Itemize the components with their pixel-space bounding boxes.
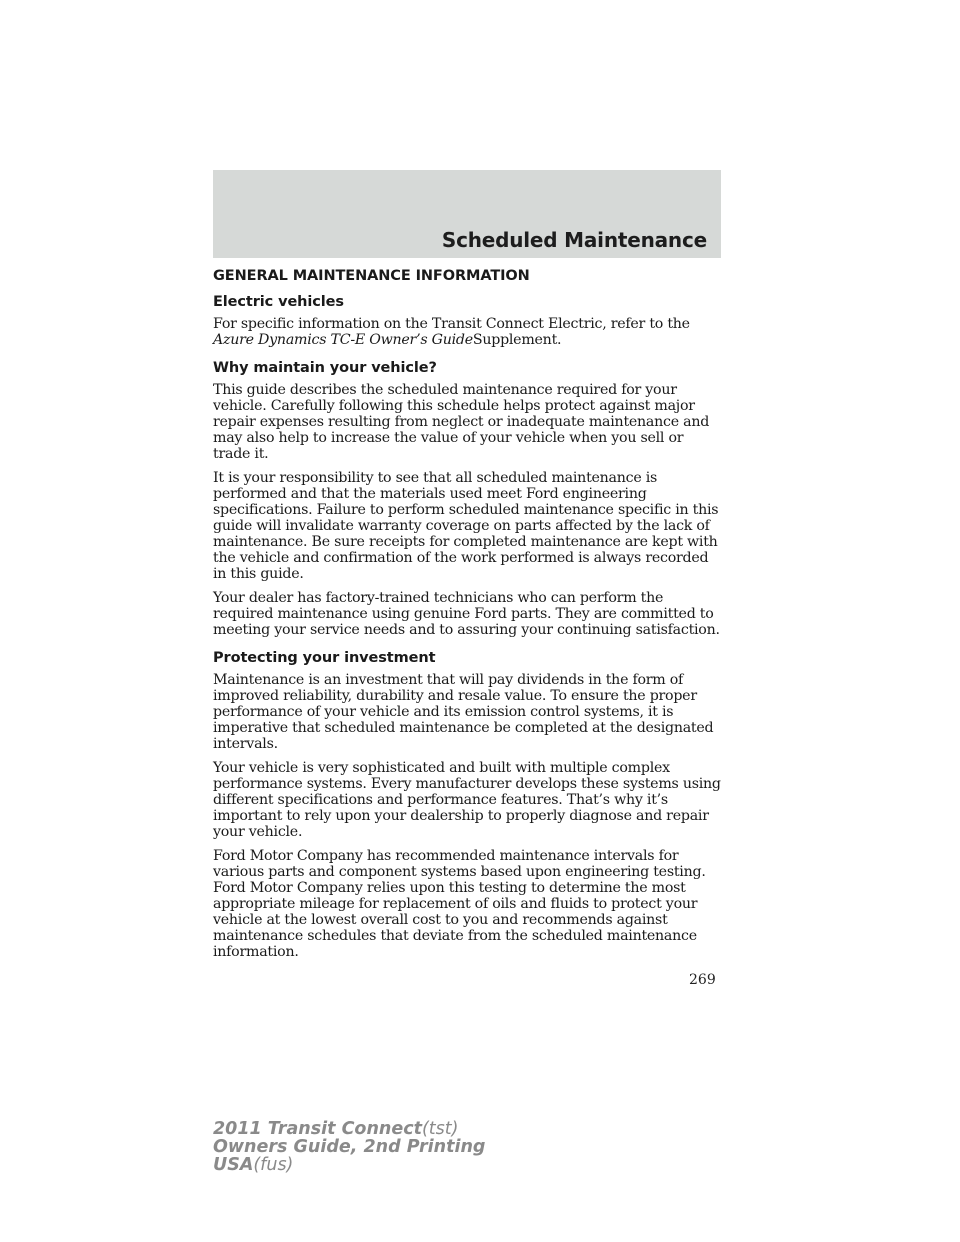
footer-market-code: (fus): [253, 1155, 294, 1175]
electric-text-before: For specific information on the Transit Connect Electric, refer to the: [213, 316, 690, 332]
footer-model: 2011 Transit Connect: [213, 1119, 422, 1139]
page-content: [213, 268, 721, 968]
paragraph: Your vehicle is very sophisticated and built with multiple complex performance systems. Every manufacturer develops these systems using different specifications and performance features. That’s why it’s important to rely upon your dealership to properly diagnose and repair your vehicle.: [213, 760, 721, 840]
paragraph: Your dealer has factory-trained technicians who can perform the required maintenance using genuine Ford parts. They are committed to meeting your service needs and to assuring your continuing satisfaction.: [213, 590, 720, 638]
page-number: 269: [689, 972, 716, 988]
paragraph: This guide describes the scheduled maintenance required for your vehicle. Carefully following this schedule helps protect against major repair expenses resulting from neglect or inadequate maintenance and may also help to increase the value of your vehicle when you sell or trade it.: [213, 382, 710, 462]
heading-protecting-investment: Protecting your investment: [213, 650, 436, 666]
footer-line-3: [213, 1156, 485, 1174]
footer-market: USA: [213, 1155, 254, 1175]
electric-owners-guide-ref: Azure Dynamics TC-E Owner’s Guide: [213, 332, 473, 348]
section-title: GENERAL MAINTENANCE INFORMATION: [213, 268, 530, 284]
footer-model-code: (tst): [421, 1119, 459, 1139]
paragraph: It is your responsibility to see that all scheduled maintenance is performed and that the materials used meet Ford engineering specifications. Failure to perform scheduled maintenance specific in this guide will invalidate warranty coverage on parts affected by the lack of maintenance. Be sure receipts for completed maintenance are kept with the vehicle and confirmation of the work performed is always recorded in this guide.: [213, 470, 719, 582]
footer-line-2: [213, 1138, 485, 1156]
footer-line-1: [213, 1120, 485, 1138]
section-header-band: [213, 170, 721, 258]
heading-electric-vehicles: Electric vehicles: [213, 294, 344, 310]
footer-printing: Owners Guide, 2nd Printing: [213, 1137, 486, 1157]
paragraph: Ford Motor Company has recommended maintenance intervals for various parts and component systems based upon engineering testing. Ford Motor Company relies upon this testing to determine the most appropriate mileage for replacement of oils and fluids to protect your vehicle at the lowest overall cost to you and recommends against maintenance schedules that deviate from the scheduled maintenance information.: [213, 848, 706, 960]
section-header-title: Scheduled Maintenance: [441, 228, 707, 252]
paragraph: Maintenance is an investment that will pay dividends in the form of improved reliability, durability and resale value. To ensure the proper performance of your vehicle and its emission control systems, it is imperative that scheduled maintenance be completed at the designated intervals.: [213, 672, 714, 752]
print-footer: [213, 1120, 485, 1174]
paragraph-electric-vehicles: [213, 316, 721, 348]
heading-why-maintain: Why maintain your vehicle?: [213, 360, 437, 376]
electric-text-after: Supplement.: [472, 332, 562, 348]
